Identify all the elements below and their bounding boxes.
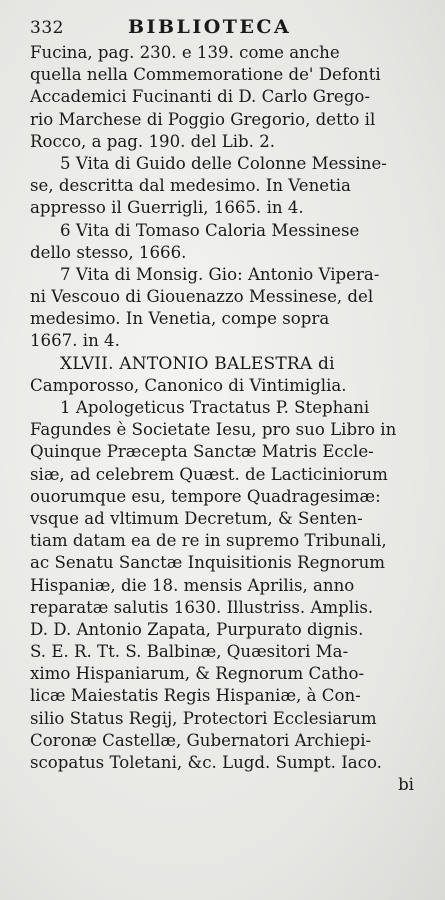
text-line: XLVII. ANTONIO BALESTRA di — [60, 353, 335, 374]
text-line: tiam datam ea de re in supremo Tribunali, — [30, 531, 387, 551]
text-line: se, descritta dal medesimo. In Venetia — [30, 176, 351, 196]
text-line: ximo Hispaniarum, & Regnorum Catho- — [30, 664, 365, 684]
text-line: scopatus Toletani, &c. Lugd. Sumpt. Iaco. — [30, 753, 382, 772]
running-head: BIBLIOTECA — [128, 16, 292, 38]
text-line: quella nella Commemoratione de' Defonti — [30, 65, 381, 85]
text-line: ac Senatu Sanctæ Inquisitionis Regnorum — [30, 553, 386, 573]
text-line: dello stesso, 1666. — [30, 242, 187, 262]
text-line: 5 Vita di Guido delle Colonne Messine- — [60, 153, 387, 173]
text-line: Rocco, a pag. 190. del Lib. 2. — [30, 131, 276, 151]
text-line: 1 Apologeticus Tractatus P. Stephani — [60, 398, 370, 417]
text-line: Camporosso, Canonico di Vintimiglia. — [30, 375, 347, 395]
text-line: medesimo. In Venetia, compe sopra — [30, 309, 330, 329]
text-line: vsque ad vltimum Decretum, & Senten- — [30, 508, 363, 528]
page-number: 332 — [30, 18, 64, 38]
catchword: bi — [398, 775, 414, 795]
page-header — [30, 16, 430, 40]
text-line: Accademici Fucinanti di D. Carlo Grego- — [30, 87, 370, 107]
text-line: rio Marchese di Poggio Gregorio, detto il — [30, 109, 376, 129]
text-line: Fucina, pag. 230. e 139. come anche — [30, 43, 340, 62]
text-line: 1667. in 4. — [30, 331, 120, 351]
text-line: D. D. Antonio Zapata, Purpurato dignis. — [30, 619, 364, 639]
text-line: S. E. R. Tt. S. Balbinæ, Quæsitori Ma- — [30, 642, 349, 662]
text-line: silio Status Regij, Protectori Ecclesiarum — [30, 708, 377, 728]
body-text — [30, 42, 426, 796]
text-line: Fagundes è Societate Iesu, pro suo Libro in — [30, 420, 397, 440]
text-line: Coronæ Castellæ, Gubernatori Archiepi- — [30, 730, 372, 750]
text-line: appresso il Guerrigli, 1665. in 4. — [30, 198, 304, 218]
text-line: ni Vescouo di Giouenazzo Messinese, del — [30, 287, 374, 307]
text-line: siæ, ad celebrem Quæst. de Lacticiniorum — [30, 464, 388, 484]
text-line: 6 Vita di Tomaso Caloria Messinese — [60, 220, 360, 240]
text-line: reparatæ salutis 1630. Illustriss. Amplis. — [30, 597, 374, 617]
text-line: licæ Maiestatis Regis Hispaniæ, à Con- — [30, 686, 361, 706]
text-line: Hispaniæ, die 18. mensis Aprilis, anno — [30, 575, 355, 595]
text-line: 7 Vita di Monsig. Gio: Antonio Vipera- — [60, 264, 380, 284]
text-line: ouorumque esu, tempore Quadragesimæ: — [30, 486, 381, 506]
text-line: Quinque Præcepta Sanctæ Matris Eccle- — [30, 442, 374, 462]
